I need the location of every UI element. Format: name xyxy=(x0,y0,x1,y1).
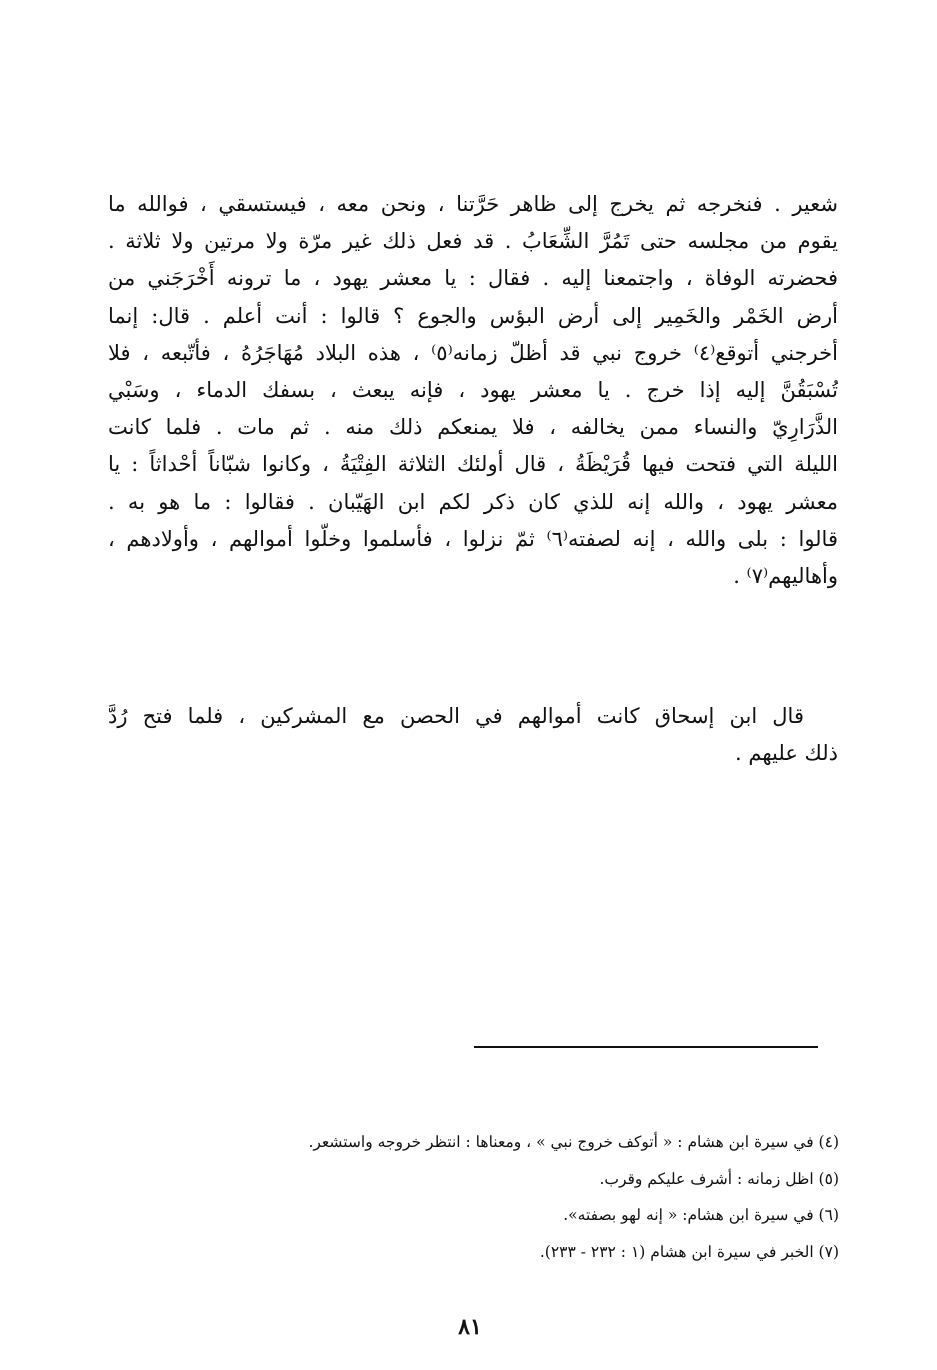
text-line: قال ابن إسحاق كانت أموالهم في الحصن مع المشركين ، فلما فتح رُدَّ xyxy=(108,704,804,728)
footnote-6: (٦) في سيرة ابن هشام: « إنه لهو بصفته». xyxy=(563,1206,839,1224)
footnote-separator xyxy=(474,1046,818,1048)
second-paragraph xyxy=(108,698,838,772)
text-line: أرض الخَمْر والخَمِير إلى أرض البؤس والجوع ؟ قالوا : أنت أعلم . قال: إنما xyxy=(108,303,838,328)
text-line: شعير . فنخرجه ثم يخرج إلى ظاهر حَرَّتنا ، ونحن معه ، فيستسقي ، فوالله ما xyxy=(108,192,838,216)
text-line: فحضرته الوفاة ، واجتمعنا إليه . فقال : يا معشر يهود ، ما ترونه أَخْرَجَني من xyxy=(108,266,838,291)
text-line: أخرجني أتوقع⁽٤⁾ خروج نبي قد أظلّ زمانه⁽٥⁾ ، هذه البلاد مُهَاجَرُهُ ، فأتّبعه ، فلا xyxy=(108,340,838,365)
text-line: ذلك عليهم . xyxy=(735,741,838,766)
text-line: الذَّرَارِيّ والنساء ممن يخالفه ، فلا يمنعكم ذلك منه . ثم مات . فلما كانت xyxy=(108,415,838,440)
text-line: يقوم من مجلسه حتى تَمُرَّ الشِّعَابُ . قد فعل ذلك غير مرّة ولا مرتين ولا ثلاثة . xyxy=(108,229,838,254)
text-line: وأهاليهم⁽٧⁾ . xyxy=(733,563,838,588)
main-paragraph xyxy=(108,186,838,595)
text-line: تُسْبَقُنَّ إليه إذا خرج . يا معشر يهود ، فإنه يبعث ، بسفك الدماء ، وسَبْي xyxy=(108,377,838,402)
text-line: الليلة التي فتحت فيها قُرَيْظَةُ ، قال أولئك الثلاثة الفِتْيَةُ ، وكانوا شبّاناً أحْداثاً : يا xyxy=(108,452,838,477)
footnotes xyxy=(199,1124,839,1270)
text-line: قالوا : بلى والله ، إنه لصفته⁽٦⁾ ثمّ نزلوا ، فأسلموا وخلّوا أموالهم ، وأولادهم ، xyxy=(108,526,838,551)
footnote-5: (٥) اظل زمانه : أشرف عليكم وقرب. xyxy=(599,1169,839,1188)
page-number: ٨١ xyxy=(458,1314,482,1340)
footnote-7: (٧) الخبر في سيرة ابن هشام (١ : ٢٣٢ - ٢٣٣). xyxy=(539,1242,839,1261)
footnote-4: (٤) في سيرة ابن هشام : « أتوكف خروج نبي » ، ومعناها : انتظر خروجه واستشعر. xyxy=(308,1133,839,1151)
text-line: معشر يهود ، والله إنه للذي كان ذكر لكم ابن الهَيّبان . فقالوا : ما هو به . xyxy=(108,489,838,514)
